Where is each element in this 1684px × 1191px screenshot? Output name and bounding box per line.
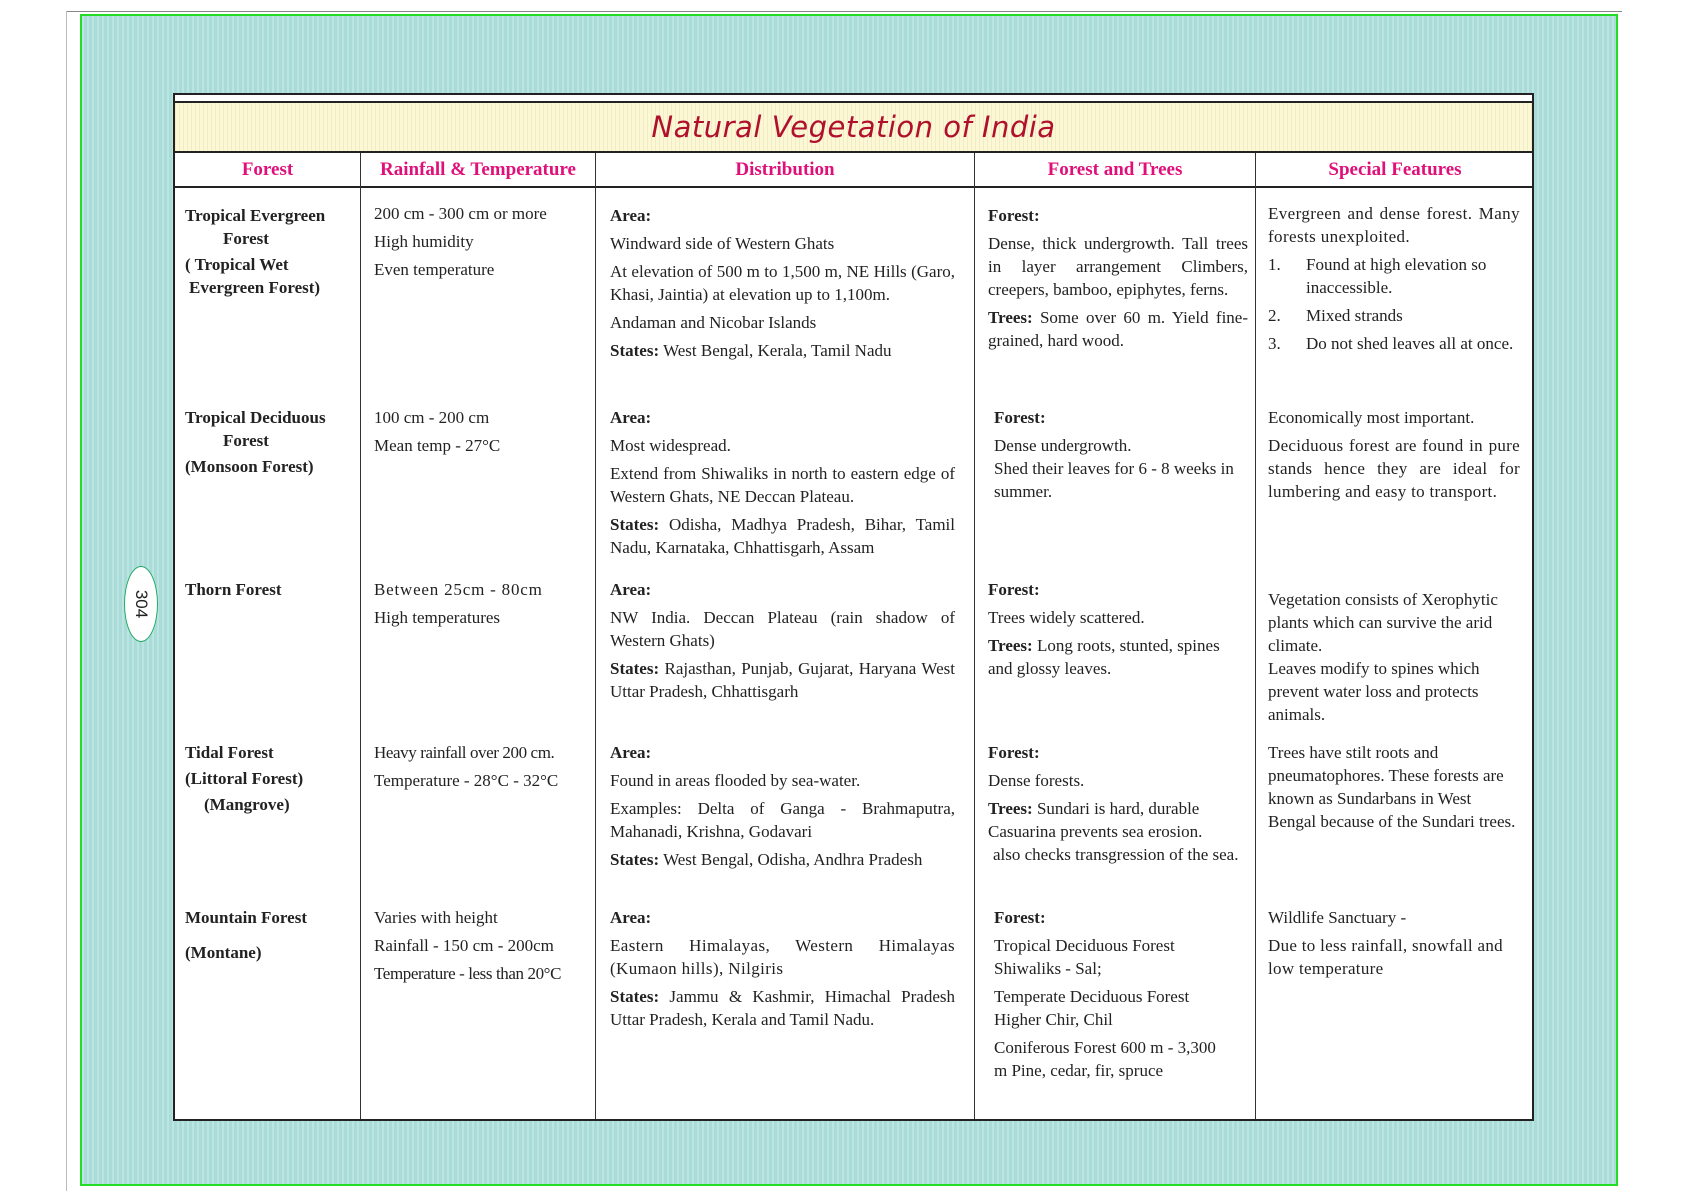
area-label: Area:	[610, 206, 652, 225]
rainfall-line: High humidity	[374, 232, 474, 251]
states-value: West Bengal, Odisha, Andhra Pradesh	[663, 850, 923, 869]
header-rainfall: Rainfall & Temperature	[380, 158, 576, 180]
forest-name-line: Mountain Forest	[185, 908, 307, 927]
trees-label: Trees:	[988, 308, 1033, 327]
header-forest: Forest	[241, 158, 294, 180]
area-label: Area:	[610, 408, 652, 427]
page-number-badge	[124, 566, 158, 642]
rainfall-line: 100 cm - 200 cm	[374, 408, 490, 427]
forest-name-line: Tropical Deciduous	[185, 408, 326, 427]
distribution-line: Examples: Delta of Ganga - Brahmaputra, Mahanadi, Krishna, Godavari	[610, 799, 955, 841]
distribution-line: Eastern Himalayas, Western Himalayas (Kumaon hills), Nilgiris	[610, 936, 955, 978]
table-title-bar	[175, 101, 1532, 153]
rainfall-line: Mean temp - 27°C	[374, 436, 501, 455]
forest-name-line: Tropical Evergreen	[185, 206, 326, 225]
forest-description: also checks transgression of the sea.	[993, 845, 1239, 864]
forest-description: Dense, thick undergrowth. Tall trees in layer arrangement Climbers, creepers, bamboo, epiphytes, ferns.	[988, 234, 1248, 299]
rainfall-cell	[374, 741, 594, 797]
table-row-forest	[185, 906, 355, 967]
distribution-cell	[610, 906, 955, 1036]
rainfall-line: High temperatures	[374, 608, 501, 627]
features-line: Economically most important.	[1268, 408, 1475, 427]
forest-description: Tropical Deciduous Forest Shiwaliks - Sal;	[994, 936, 1175, 978]
forest-name-line: (Montane)	[185, 943, 262, 962]
special-features-cell	[1268, 906, 1520, 985]
forest-trees-cell	[988, 741, 1248, 871]
forest-trees-cell	[988, 578, 1248, 685]
distribution-line: Andaman and Nicobar Islands	[610, 313, 817, 332]
page-number: 304	[132, 589, 151, 619]
forest-label: Forest:	[994, 408, 1046, 427]
forest-name-line: Evergreen Forest)	[189, 278, 321, 297]
distribution-cell	[610, 406, 955, 564]
forest-trees-cell	[988, 204, 1248, 357]
distribution-line: Found in areas flooded by sea-water.	[610, 771, 861, 790]
features-line: Vegetation consists of Xerophytic plants which can survive the arid climate.	[1268, 590, 1498, 655]
distribution-line: Extend from Shiwaliks in north to eastern edge of Western Ghats, NE Deccan Plateau.	[610, 464, 955, 506]
rainfall-cell	[374, 578, 589, 634]
rainfall-cell	[374, 906, 594, 990]
rainfall-line: Between 25cm - 80cm	[374, 580, 543, 599]
header-special-features: Special Features	[1328, 158, 1462, 180]
list-item: 3. Do not shed leaves all at once.	[1268, 334, 1514, 353]
forest-name-line: ( Tropical Wet	[185, 255, 289, 274]
forest-description: Dense undergrowth.	[994, 436, 1132, 455]
features-line: Due to less rainfall, snowfall and low temperature	[1268, 936, 1503, 978]
forest-label: Forest:	[994, 908, 1046, 927]
states-label: States:	[610, 987, 660, 1006]
states-value: West Bengal, Kerala, Tamil Nadu	[663, 341, 892, 360]
table-row-forest	[185, 741, 355, 819]
rainfall-line: Heavy rainfall over 200 cm.	[374, 743, 555, 762]
forest-trees-cell	[994, 406, 1248, 508]
table-body	[175, 188, 1532, 1119]
distribution-cell	[610, 204, 955, 367]
forest-name-line: (Monsoon Forest)	[185, 457, 314, 476]
table-row-forest	[185, 578, 355, 604]
features-line: Wildlife Sanctuary -	[1268, 908, 1407, 927]
forest-trees-cell	[994, 906, 1224, 1087]
forest-label: Forest:	[988, 206, 1040, 225]
special-features-cell	[1268, 202, 1520, 360]
table-row-forest	[185, 406, 355, 481]
header-distribution: Distribution	[735, 158, 835, 180]
forest-name-line: Forest	[223, 431, 269, 450]
rainfall-line: Rainfall - 150 cm - 200cm	[374, 936, 554, 955]
features-line: Deciduous forest are found in pure stands hence they are ideal for lumbering and easy to transport.	[1268, 436, 1520, 501]
distribution-cell	[610, 578, 955, 708]
features-list	[1268, 253, 1520, 355]
features-intro: Evergreen and dense forest. Many forests unexploited.	[1268, 204, 1520, 246]
forest-label: Forest:	[988, 743, 1040, 762]
distribution-line: Windward side of Western Ghats	[610, 234, 835, 253]
rainfall-cell	[374, 406, 589, 462]
table-header-row	[175, 153, 1532, 188]
forest-name-line: (Littoral Forest)	[185, 769, 304, 788]
trees-label: Trees:	[988, 636, 1033, 655]
rainfall-cell	[374, 202, 589, 286]
table-title: Natural Vegetation of India	[651, 110, 1056, 144]
states-value: Rajasthan, Punjab, Gujarat, Haryana West Uttar Pradesh, Chhattisgarh	[610, 659, 956, 701]
special-features-cell	[1268, 741, 1520, 838]
rainfall-line: 200 cm - 300 cm or more	[374, 204, 547, 223]
features-line: Trees have stilt roots and pneumatophores. These forests are known as Sundarbans in West Bengal because of the Sundari trees.	[1268, 743, 1516, 831]
vegetation-table	[173, 93, 1534, 1121]
forest-name-line: Thorn Forest	[185, 580, 282, 599]
forest-description: Temperate Deciduous Forest Higher Chir, Chil	[994, 987, 1190, 1029]
trees-value: Long roots, stunted, spines and glossy leaves.	[988, 636, 1220, 678]
states-label: States:	[610, 850, 660, 869]
rainfall-line: Temperature - less than 20°C	[374, 964, 562, 983]
forest-name-line: Forest	[223, 229, 269, 248]
table-row-forest	[185, 204, 355, 302]
forest-description: Shed their leaves for 6 - 8 weeks in summer.	[994, 459, 1234, 501]
rainfall-line: Temperature - 28°C - 32°C	[374, 771, 559, 790]
area-label: Area:	[610, 908, 652, 927]
page-top-rule	[66, 11, 1622, 12]
trees-value: Some over 60 m. Yield fine-grained, hard wood.	[988, 308, 1249, 350]
forest-description: Casuarina prevents sea erosion.	[988, 822, 1203, 841]
header-forest-trees: Forest and Trees	[1047, 158, 1183, 180]
rainfall-line: Even temperature	[374, 260, 495, 279]
forest-name-line: Tidal Forest	[185, 743, 274, 762]
distribution-line: At elevation of 500 m to 1,500 m, NE Hills (Garo, Khasi, Jaintia) at elevation up to 1,100m.	[610, 262, 955, 304]
distribution-cell	[610, 741, 955, 876]
forest-description: Coniferous Forest 600 m - 3,300 m Pine, cedar, fir, spruce	[994, 1038, 1216, 1080]
forest-label: Forest:	[988, 580, 1040, 599]
states-label: States:	[610, 341, 660, 360]
distribution-line: Most widespread.	[610, 436, 731, 455]
list-item: 2. Mixed strands	[1268, 306, 1403, 325]
special-features-cell	[1268, 406, 1520, 508]
list-item: 1. Found at high elevation so inaccessible.	[1268, 255, 1487, 297]
area-label: Area:	[610, 580, 652, 599]
area-label: Area:	[610, 743, 652, 762]
states-label: States:	[610, 659, 660, 678]
forest-name-line: (Mangrove)	[204, 795, 290, 814]
page-side-rule	[66, 11, 67, 1191]
forest-description: Dense forests.	[988, 771, 1085, 790]
features-line: Leaves modify to spines which prevent water loss and protects animals.	[1268, 659, 1480, 724]
trees-label: Trees:	[988, 799, 1033, 818]
distribution-line: NW India. Deccan Plateau (rain shadow of Western Ghats)	[610, 608, 955, 650]
states-value: Jammu & Kashmir, Himachal Pradesh Uttar Pradesh, Kerala and Tamil Nadu.	[610, 987, 955, 1029]
trees-value: Sundari is hard, durable	[1036, 799, 1200, 818]
rainfall-line: Varies with height	[374, 908, 498, 927]
states-value: Odisha, Madhya Pradesh, Bihar, Tamil Nadu, Karnataka, Chhattisgarh, Assam	[610, 515, 956, 557]
special-features-cell	[1268, 588, 1520, 731]
forest-description: Trees widely scattered.	[988, 608, 1145, 627]
states-label: States:	[610, 515, 660, 534]
